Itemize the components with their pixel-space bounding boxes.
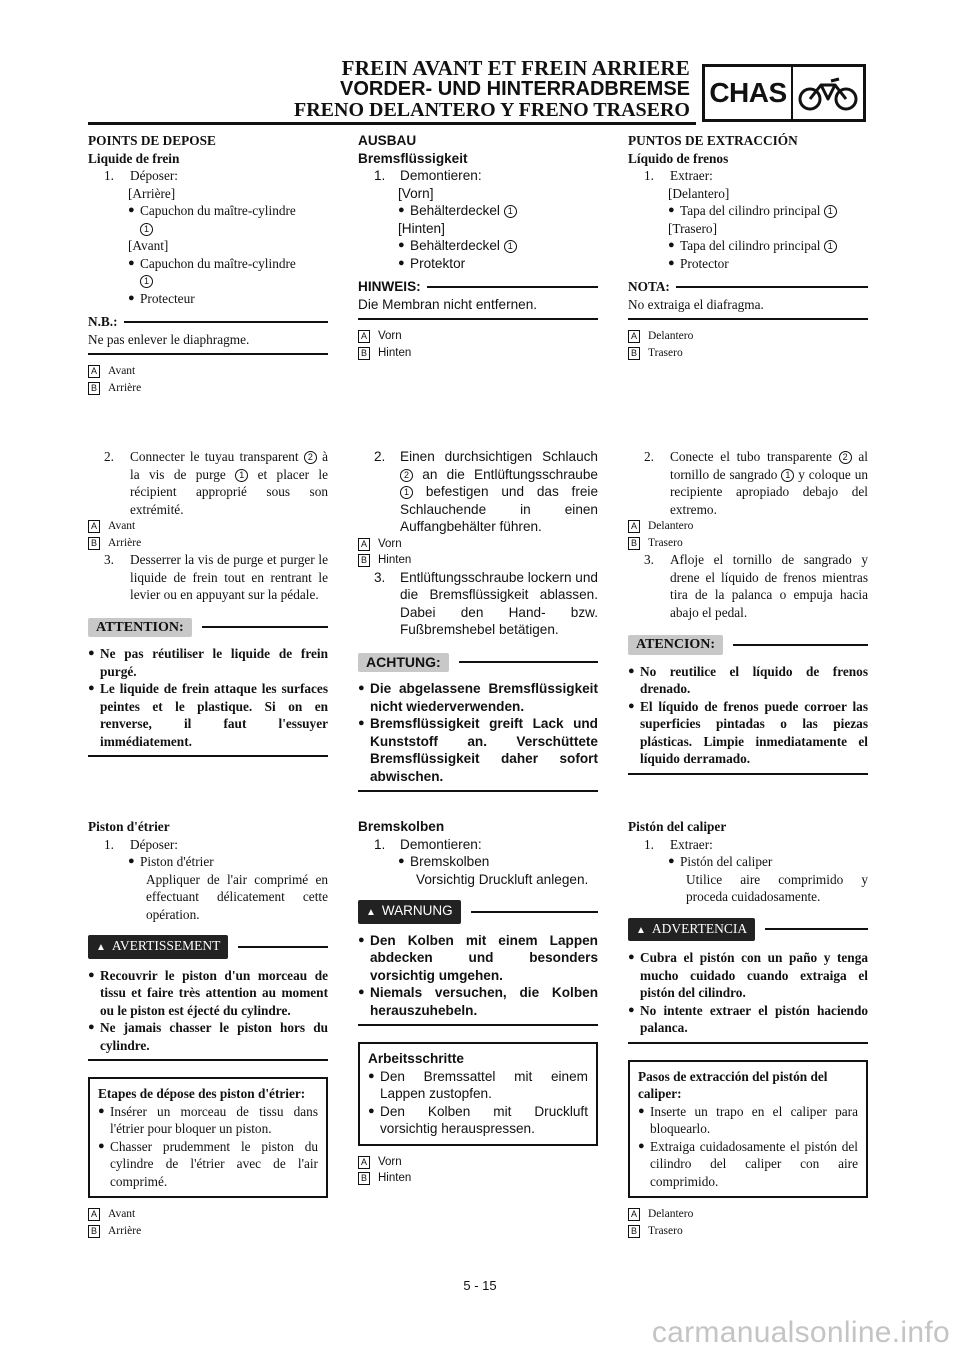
- legend-key-b: B: [628, 537, 640, 550]
- callout-2: 2: [400, 469, 413, 482]
- item-text: Den Kolben mit Druckluft vorsichtig herauspressen.: [380, 1103, 588, 1136]
- chas-badge: [702, 64, 866, 122]
- motorcycle-icon: [793, 73, 863, 113]
- warning-rule: [358, 1024, 598, 1026]
- note-text: No extraiga el diafragma.: [628, 296, 764, 312]
- warning-label: AVERTISSEMENT: [111, 938, 221, 953]
- legend-b: Hinten: [378, 1172, 412, 1184]
- item-text: Die abgelassene Bremsflüssigkeit nicht wiederverwenden.: [370, 681, 598, 714]
- legend-key-a: A: [358, 538, 370, 551]
- legend-b: Trasero: [648, 1224, 683, 1237]
- step-number: 2.: [374, 449, 386, 464]
- fr-section-bleed: [88, 448, 328, 765]
- location-label: [Arrière]: [128, 185, 176, 201]
- step-text: Déposer:: [130, 168, 178, 183]
- callout-1: 1: [235, 469, 248, 482]
- item-text: Niemals versuchen, die Kolben herauszuhebeln.: [370, 985, 598, 1018]
- item-text: Chasser prudemment le piston du cylindre de l'étrier avec de l'air comprimé.: [110, 1138, 318, 1189]
- badge-label: CHAS: [709, 77, 787, 108]
- warning-header: [358, 900, 598, 924]
- procedure-title: Arbeitsschritte: [368, 1051, 464, 1066]
- legend-key-a: A: [88, 1208, 100, 1221]
- warning-icon: ▲: [366, 907, 376, 918]
- item-text: Protecteur: [140, 290, 195, 306]
- step-3: [88, 551, 328, 604]
- item-text: Capuchon du maître-cylindre: [140, 255, 296, 271]
- step-text: Déposer:: [130, 836, 178, 852]
- de-section-caliper-piston: [358, 818, 598, 1187]
- list-item: ● Behälterdeckel 1: [358, 202, 598, 220]
- step-1: [88, 836, 328, 854]
- callout-1: 1: [504, 240, 517, 253]
- note-header: [358, 278, 598, 296]
- es-section-bleed: [628, 448, 868, 783]
- step-text: Extraer:: [670, 836, 713, 852]
- list-item: ● Protektor: [358, 255, 598, 273]
- section-heading: PUNTOS DE EXTRACCIÓN: [628, 133, 798, 148]
- legend-a: Vorn: [378, 1155, 402, 1168]
- legend-key-b: B: [88, 1225, 100, 1238]
- step-text: Demontieren:: [400, 168, 482, 183]
- callout-1: 1: [140, 223, 153, 236]
- step-description: Vorsichtig Druckluft anlegen.: [416, 871, 589, 887]
- legend-key-a: A: [628, 1208, 640, 1221]
- legend-key-b: B: [88, 537, 100, 550]
- note-text: Die Membran nicht entfernen.: [358, 296, 538, 312]
- fr-section-caliper-piston: [88, 818, 328, 1239]
- legend-b: Hinten: [378, 554, 412, 566]
- step-1: [628, 167, 868, 185]
- legend-b: Arrière: [108, 381, 142, 394]
- legend-key-b: B: [358, 347, 370, 360]
- section-heading: Piston d'étrier: [88, 819, 170, 834]
- step-text: Afloje el tornillo de sangrado y drene el líquido de frenos mientras tira de la palanca o empuja hacia abajo el pedal.: [670, 552, 868, 620]
- list-item: ● No reutilice el líquido de frenos drenado.: [628, 663, 868, 696]
- item-text: Tapa del cilindro principal: [680, 203, 821, 218]
- step-number: 2.: [104, 449, 114, 464]
- item-text: Insérer un morceau de tissu dans l'étrier pour bloquer un piston.: [110, 1103, 318, 1136]
- list-item: ● Extraiga cuidadosamente el pistón del cilindro del caliper con aire comprimido.: [638, 1138, 858, 1189]
- step-1: [358, 836, 598, 854]
- legend: [628, 518, 868, 551]
- warning-icon: ▲: [96, 942, 106, 953]
- section-heading: AUSBAU: [358, 133, 417, 148]
- item-text: Piston d'étrier: [140, 854, 214, 869]
- step-text: et placer le récipient approprié sous son extrémité.: [130, 466, 328, 517]
- item-text: Den Bremssattel mit einem Lappen zustopfen.: [380, 1068, 588, 1101]
- procedure-title: Pasos de extracción del pistón del caliper:: [638, 1068, 828, 1101]
- callout-1: 1: [824, 205, 837, 218]
- callout-2: 2: [304, 451, 317, 464]
- caution-body: [628, 663, 868, 768]
- warning-label: ADVERTENCIA: [651, 920, 748, 936]
- list-item: ● Ne pas réutiliser le liquide de frein purgé.: [88, 646, 328, 679]
- item-text: Le liquide de frein attaque les surfaces peintes et le plastique. Si on en renverse, il faut l'essuyer immédiatement.: [100, 681, 328, 749]
- section-heading: Bremskolben: [358, 819, 445, 834]
- step-description: Utilice aire comprimido y proceda cuidadosamente.: [686, 871, 868, 904]
- step-text: Conecte el tubo transparente: [670, 449, 832, 464]
- step-1: [358, 167, 598, 185]
- step-number: 1.: [374, 836, 386, 852]
- item-text: Inserte un trapo en el caliper para bloquearlo.: [650, 1103, 858, 1136]
- legend-b: Trasero: [648, 346, 683, 359]
- legend: [88, 1206, 328, 1239]
- callout-1: 1: [400, 486, 413, 499]
- legend-a: Avant: [108, 520, 136, 532]
- legend: [628, 328, 868, 361]
- item-text: No reutilice el líquido de frenos drenado.: [640, 663, 868, 696]
- caution-header: [358, 653, 598, 673]
- item-text: Capuchon du maître-cylindre: [140, 203, 296, 218]
- warning-header: [88, 935, 328, 959]
- watermark: carmanualsonline.info: [651, 1316, 950, 1349]
- list-item: ● Piston d'étrier: [88, 853, 328, 871]
- note-label: HINWEIS:: [358, 279, 421, 294]
- list-item: ● Pistón del caliper: [628, 853, 868, 871]
- step-text: an die Entlüftungsschraube: [422, 466, 598, 482]
- step-2: [358, 448, 598, 536]
- legend-a: Avant: [108, 1208, 136, 1220]
- item-text: Cubra el pistón con un paño y tenga mucho cuidado cuando extraiga el pistón del cilindro.: [640, 950, 868, 1000]
- legend: [358, 328, 598, 361]
- step-text: Demontieren:: [400, 836, 482, 852]
- legend-key-a: A: [628, 520, 640, 533]
- step-3: [358, 569, 598, 639]
- list-item: ● Den Kolben mit Druckluft vorsichtig herauspressen.: [368, 1103, 588, 1136]
- fr-section-removal-points: [88, 132, 328, 396]
- list-item: ● Le liquide de frein attaque les surfaces peintes et le plastique. Si on en renverse, il faut l'essuyer immédiatement.: [88, 681, 328, 749]
- callout-1: 1: [824, 240, 837, 253]
- procedure-box: [88, 1077, 328, 1198]
- item-text: Bremsflüssigkeit greift Lack und Kunststoff an. Verschüttete Bremsflüssigkeit daher sofort abwischen.: [370, 716, 598, 784]
- step-description: Appliquer de l'air comprimé en effectuant délicatement cette opération.: [146, 871, 328, 922]
- title-es: FRENO DELANTERO Y FRENO TRASERO: [294, 99, 690, 121]
- list-item: ● Bremsflüssigkeit greift Lack und Kunststoff an. Verschüttete Bremsflüssigkeit daher sofort abwischen.: [358, 716, 598, 784]
- note-rule: [628, 318, 868, 320]
- legend-b: Arrière: [108, 536, 142, 549]
- list-item: ● Protecteur: [88, 290, 328, 308]
- legend-b: Trasero: [648, 536, 683, 549]
- caution-label: ACHTUNG:: [358, 653, 449, 673]
- section-heading: Pistón del caliper: [628, 819, 727, 834]
- header-rule: [88, 122, 696, 125]
- warning-body: [358, 932, 598, 1020]
- title-de: VORDER- UND HINTERRADBREMSE: [339, 78, 690, 100]
- item-text: Ne pas réutiliser le liquide de frein purgé.: [100, 646, 328, 679]
- caution-header: [88, 618, 328, 638]
- item-text: Bremskolben: [410, 854, 490, 869]
- caution-label: ATENCION:: [628, 635, 723, 655]
- procedure-title: Etapes de dépose des piston d'étrier:: [98, 1086, 306, 1101]
- legend-key-b: B: [358, 554, 370, 567]
- list-item: ● Recouvrir le piston d'un morceau de tissu et faire très attention au moment ou le piston est éjecté du cylindre.: [88, 967, 328, 1018]
- item-text: Recouvrir le piston d'un morceau de tissu et faire très attention au moment ou le piston est éjecté du cylindre.: [100, 967, 328, 1018]
- list-item: ● Ne jamais chasser le piston hors du cylindre.: [88, 1020, 328, 1053]
- item-text: Protector: [680, 255, 729, 271]
- note-label: NOTA:: [628, 279, 670, 294]
- legend-b: Hinten: [378, 346, 412, 359]
- list-item: ● Insérer un morceau de tissu dans l'étrier pour bloquer un piston.: [98, 1103, 318, 1136]
- item-text: El líquido de frenos puede corroer las superficies pintadas o las piezas plásticas. Limpie inmediatamente el líquido derramado.: [640, 698, 868, 766]
- caution-rule: [358, 790, 598, 792]
- step-3: [628, 551, 868, 621]
- warning-icon: ▲: [636, 924, 646, 936]
- legend: [88, 363, 328, 396]
- list-item: ● Niemals versuchen, die Kolben herauszuhebeln.: [358, 985, 598, 1018]
- note-header: [88, 313, 328, 331]
- warning-header: [628, 918, 868, 942]
- step-2: [88, 448, 328, 518]
- step-text: Connecter le tuyau transparent: [130, 449, 299, 464]
- caution-rule: [88, 755, 328, 757]
- legend-key-a: A: [628, 330, 640, 343]
- es-section-caliper-piston: [628, 818, 868, 1239]
- note-label: N.B.:: [88, 314, 118, 329]
- list-item: ● Capuchon du maître-cylindre 1: [128, 203, 296, 234]
- step-number: 3.: [374, 569, 386, 585]
- step-number: 1.: [374, 168, 386, 183]
- caution-label: ATTENTION:: [88, 618, 192, 638]
- item-text: Extraiga cuidadosamente el pistón del cilindro del caliper con aire comprimido.: [650, 1138, 858, 1189]
- legend-key-b: B: [628, 347, 640, 360]
- warning-label: WARNUNG: [381, 903, 453, 918]
- item-text: Protektor: [410, 255, 466, 271]
- step-number: 3.: [104, 552, 114, 567]
- legend-a: Delantero: [648, 330, 694, 342]
- item-text: Tapa del cilindro principal: [680, 238, 821, 253]
- section-heading: POINTS DE DEPOSE: [88, 133, 216, 148]
- es-section-removal-points: [628, 132, 868, 361]
- list-item: ● Tapa del cilindro principal 1: [628, 237, 868, 255]
- step-number: 1.: [644, 836, 654, 852]
- location-label: [Vorn]: [398, 185, 434, 201]
- procedure-box: [628, 1060, 868, 1199]
- step-2: [628, 448, 868, 518]
- step-number: 1.: [104, 168, 114, 183]
- note-rule: [358, 318, 598, 320]
- step-number: 3.: [644, 552, 654, 567]
- callout-1: 1: [140, 275, 153, 288]
- legend-a: Delantero: [648, 520, 694, 532]
- callout-1: 1: [504, 205, 517, 218]
- step-text: y coloque un recipiente apropiado debajo del extremo.: [670, 466, 868, 517]
- legend-key-b: B: [88, 382, 100, 395]
- step-text: à la vis de purge: [130, 449, 328, 482]
- legend-a: Avant: [108, 365, 136, 377]
- warning-rule: [88, 1059, 328, 1061]
- item-text: Behälterdeckel: [410, 238, 500, 253]
- step-1: [628, 836, 868, 854]
- legend-key-b: B: [358, 1172, 370, 1185]
- location-label: [Avant]: [128, 238, 169, 253]
- item-text: Den Kolben mit einem Lappen abdecken und besonders vorsichtig umgehen.: [370, 932, 598, 983]
- list-item: ● Cubra el pistón con un paño y tenga mucho cuidado cuando extraiga el pistón del cilindro.: [628, 950, 868, 1000]
- step-number: 1.: [104, 836, 114, 852]
- note-rule: [88, 353, 328, 355]
- de-section-removal-points: [358, 132, 598, 361]
- legend-a: Delantero: [648, 1208, 694, 1220]
- step-number: 2.: [644, 449, 654, 464]
- caution-body: [88, 645, 328, 750]
- warning-body: [88, 967, 328, 1055]
- caution-header: [628, 635, 868, 655]
- callout-1: 1: [781, 469, 794, 482]
- location-label: [Hinten]: [398, 220, 445, 236]
- legend-key-a: A: [358, 330, 370, 343]
- legend: [358, 1154, 598, 1187]
- step-text: Extraer:: [670, 168, 713, 183]
- note-header: [628, 278, 868, 296]
- step-text: Desserrer la vis de purge et purger le liquide de frein tout en rentrant le levier ou en appuyant sur la pédale.: [130, 552, 328, 602]
- caution-body: [358, 680, 598, 785]
- legend-key-a: A: [88, 520, 100, 533]
- list-item: ● Bremskolben: [358, 853, 598, 871]
- legend-b: Arrière: [108, 1224, 142, 1237]
- list-item: ● Protector: [628, 255, 868, 273]
- warning-rule: [628, 1042, 868, 1044]
- list-item: ● Den Kolben mit einem Lappen abdecken und besonders vorsichtig umgehen.: [358, 932, 598, 983]
- legend: [88, 518, 328, 551]
- legend: [358, 536, 598, 569]
- section-subheading: Liquide de frein: [88, 150, 180, 166]
- legend-key-a: A: [88, 365, 100, 378]
- section-subheading: Líquido de frenos: [628, 150, 729, 166]
- page-number: 5 - 15: [463, 1278, 497, 1293]
- list-item: ● Inserte un trapo en el caliper para bloquearlo.: [638, 1103, 858, 1136]
- section-subheading: Bremsflüssigkeit: [358, 150, 468, 166]
- caution-rule: [628, 773, 868, 775]
- note-text: Ne pas enlever le diaphragme.: [88, 331, 250, 347]
- step-text: befestigen und das freie Schlauchende in einen Auffangbehälter führen.: [400, 484, 598, 534]
- legend-key-a: A: [358, 1156, 370, 1169]
- legend: [628, 1206, 868, 1239]
- step-1: [88, 167, 328, 185]
- location-label: [Trasero]: [668, 220, 717, 236]
- step-text: Entlüftungsschraube lockern und die Bremsflüssigkeit ablassen. Dabei den Hand- bzw. Fußbremshebel betätigen.: [400, 569, 598, 637]
- list-item: ● Die abgelassene Bremsflüssigkeit nicht wiederverwenden.: [358, 681, 598, 714]
- location-label: [Delantero]: [668, 185, 730, 201]
- step-text: Einen durchsichtigen Schlauch: [400, 449, 598, 464]
- legend-key-b: B: [628, 1225, 640, 1238]
- item-text: Ne jamais chasser le piston hors du cylindre.: [100, 1020, 328, 1053]
- title-fr: FREIN AVANT ET FREIN ARRIERE: [341, 56, 690, 80]
- de-section-bleed: [358, 448, 598, 800]
- step-text: al tornillo de sangrado: [670, 449, 869, 482]
- item-text: Behälterdeckel: [410, 203, 500, 218]
- list-item: ● Den Bremssattel mit einem Lappen zustopfen.: [368, 1068, 588, 1101]
- list-item: ● No intente extraer el pistón haciendo palanca.: [628, 1002, 868, 1035]
- list-item: ● El líquido de frenos puede corroer las superficies pintadas o las piezas plásticas. Limpie inmediatamente el líquido derramado.: [628, 698, 868, 766]
- list-item: ● Behälterdeckel 1: [358, 237, 598, 255]
- step-number: 1.: [644, 168, 654, 183]
- warning-body: [628, 949, 868, 1037]
- legend-a: Vorn: [378, 330, 402, 342]
- list-item: ● Chasser prudemment le piston du cylindre de l'étrier avec de l'air comprimé.: [98, 1138, 318, 1189]
- item-text: Pistón del caliper: [680, 854, 773, 869]
- list-item: ● Capuchon du maître-cylindre 1: [128, 255, 296, 286]
- list-item: ● Tapa del cilindro principal 1: [628, 202, 868, 220]
- item-text: No intente extraer el pistón haciendo palanca.: [640, 1002, 868, 1035]
- legend-a: Vorn: [378, 537, 402, 550]
- procedure-box: [358, 1042, 598, 1146]
- callout-2: 2: [839, 451, 852, 464]
